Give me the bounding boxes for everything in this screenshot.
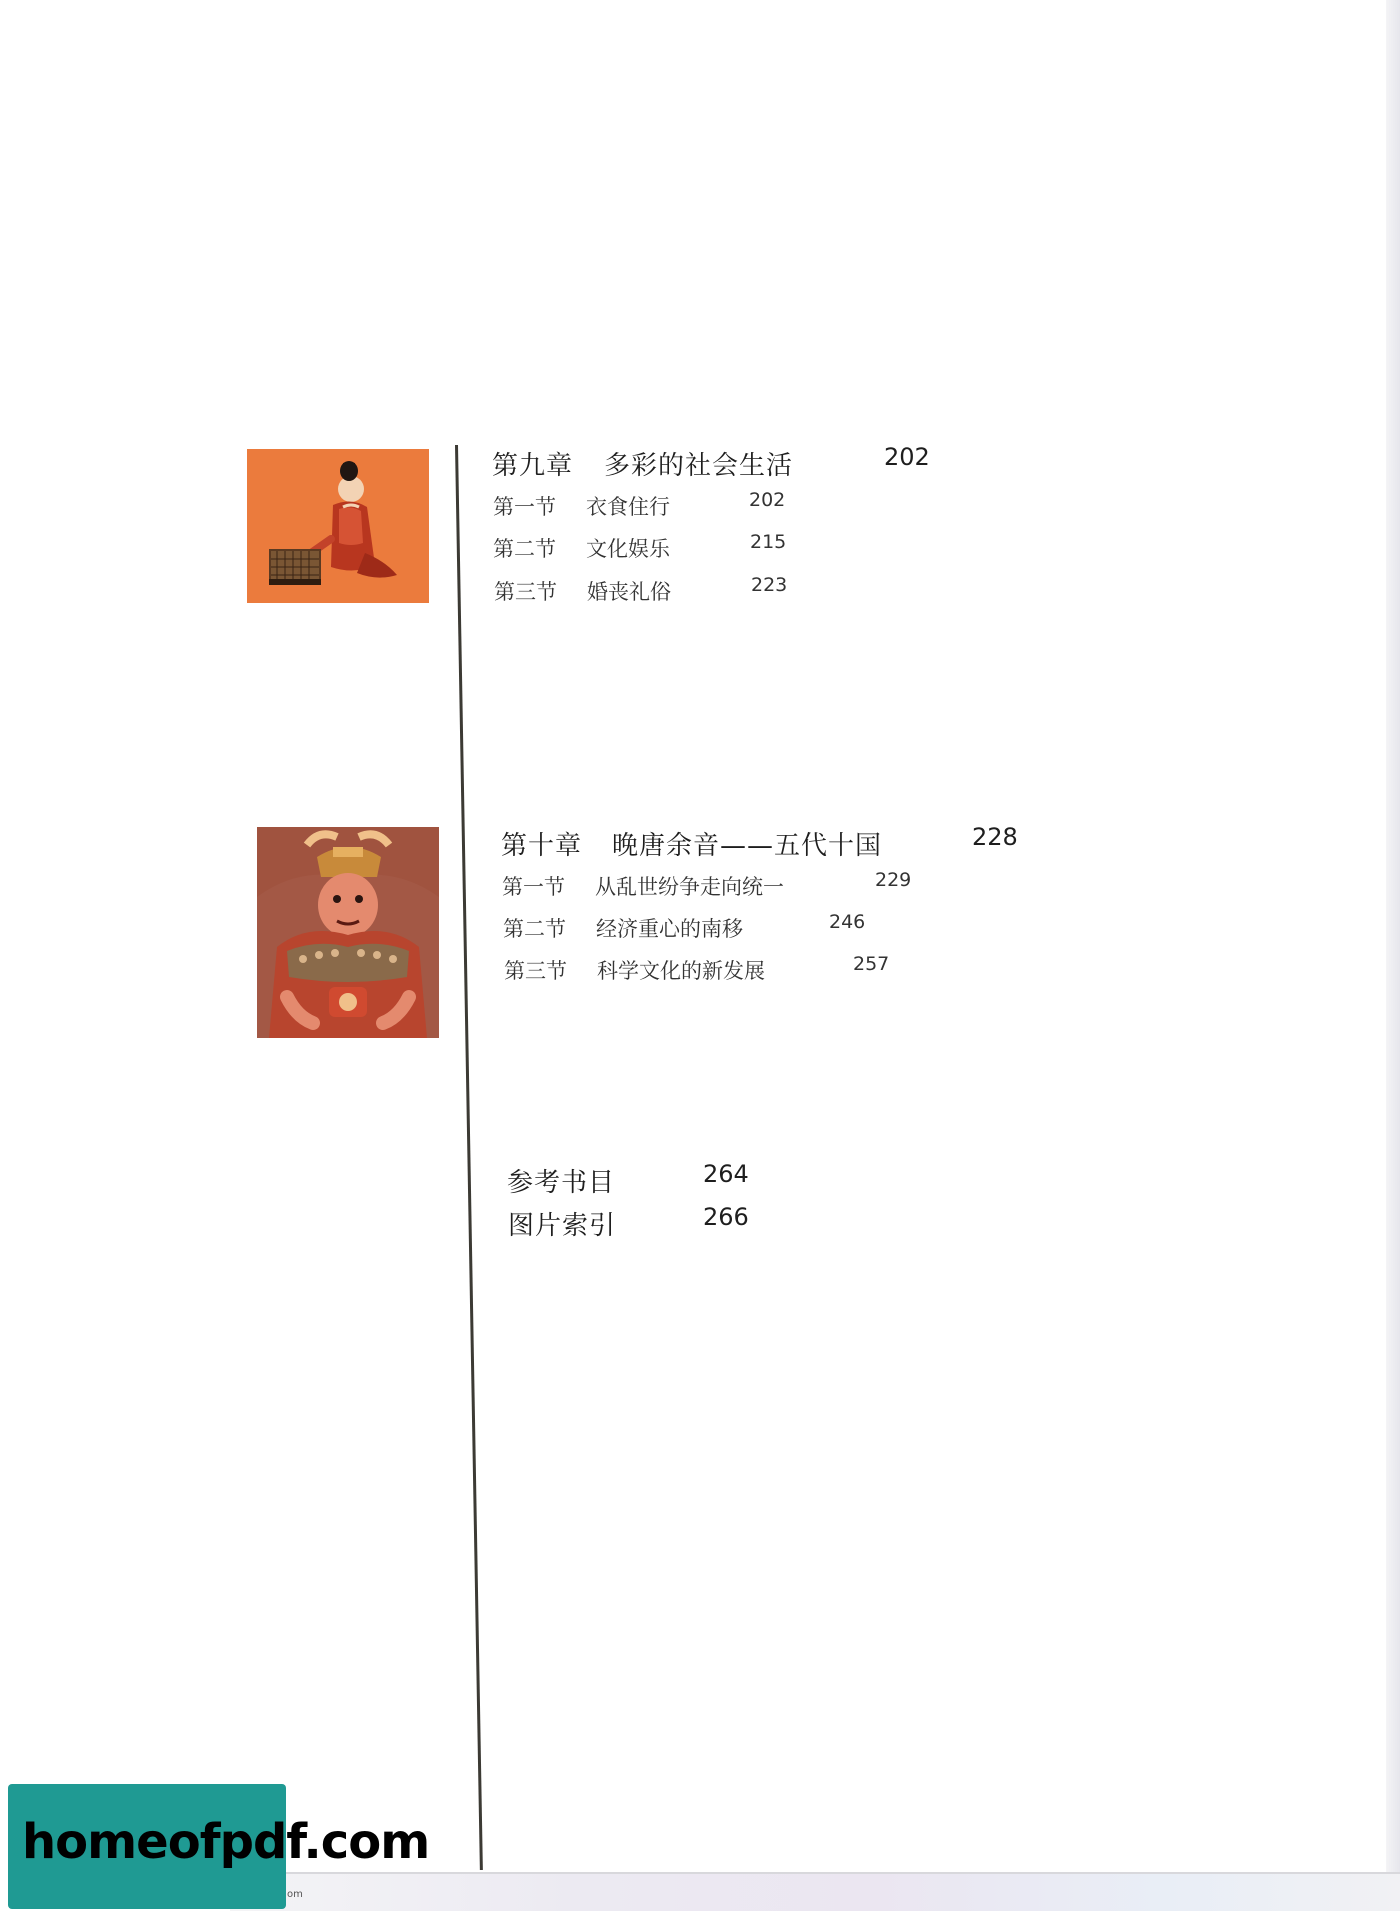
section-title: 从乱世纷争走向统一 <box>595 875 784 899</box>
section-page-number: 257 <box>853 953 890 975</box>
watermark-text: homeofpdf.com <box>22 1814 430 1870</box>
page-edge <box>1386 0 1400 1909</box>
section-page-number: 223 <box>751 574 788 596</box>
section-label: 第三节 <box>494 580 557 604</box>
section-label: 第二节 <box>503 917 566 941</box>
watermark-tail: om <box>287 1889 303 1900</box>
section-title: 经济重心的南移 <box>596 917 743 941</box>
section-page-number: 246 <box>829 911 866 933</box>
section-page-number: 202 <box>749 489 786 511</box>
chapter-page-number: 202 <box>884 443 930 471</box>
chapter-title: 多彩的社会生活 <box>604 451 794 481</box>
chapter-10-image <box>257 827 439 1038</box>
watermark-badge <box>8 1784 430 1909</box>
toc-divider-line <box>455 445 483 1870</box>
chapter-label: 第九章 <box>492 451 574 481</box>
section-title: 科学文化的新发展 <box>597 959 765 983</box>
section-title: 衣食住行 <box>586 495 670 519</box>
section-label: 第一节 <box>493 495 556 519</box>
chapter-label: 第十章 <box>501 831 583 861</box>
appendix-title: 图片索引 <box>508 1211 617 1241</box>
appendix-page-number: 264 <box>703 1160 749 1188</box>
section-page-number: 215 <box>750 531 787 553</box>
chapter-page-number: 228 <box>972 823 1018 851</box>
section-title: 文化娱乐 <box>586 537 670 561</box>
section-title: 婚丧礼俗 <box>587 580 671 604</box>
chapter-title: 晚唐余音——五代十国 <box>612 831 883 861</box>
chapter-9-image <box>247 449 429 603</box>
appendix-page-number: 266 <box>703 1203 749 1231</box>
bottom-strip <box>230 1872 1400 1911</box>
section-page-number: 229 <box>875 869 912 891</box>
section-label: 第一节 <box>502 875 565 899</box>
section-label: 第三节 <box>504 959 567 983</box>
section-label: 第二节 <box>493 537 556 561</box>
appendix-title: 参考书目 <box>507 1168 616 1198</box>
